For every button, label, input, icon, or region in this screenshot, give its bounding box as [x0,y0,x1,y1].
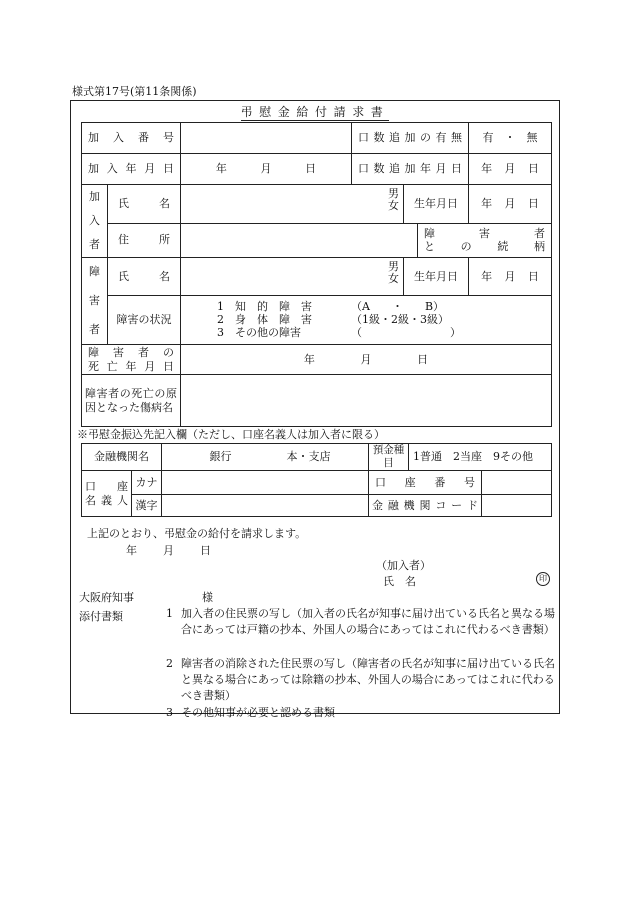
form-title: 弔慰金給付請求書 [240,105,390,119]
condition-option-2[interactable]: 2 身 体 障 害 （1級・2級・3級） [217,312,449,326]
kana-label: カナ [132,471,162,495]
member-group-label: 加 入 者 [82,185,108,258]
member-name-field[interactable] [181,185,404,224]
form-number: 様式第17号(第11条関係) [72,85,197,98]
cause-label: 障害者の死亡の原因となった傷病名 [82,375,181,427]
main-table [81,122,552,427]
condition-option-3[interactable]: 3 その他の障害 （ ） [217,325,461,339]
cause-field[interactable] [181,375,552,427]
form-frame [70,100,560,719]
account-type-choice[interactable]: 1普通 2当座 9その他 [409,444,552,471]
member-no-field[interactable] [181,123,352,154]
holder-label: 口座 名義人 [82,471,132,517]
attachment-item: 2 障害者の消除された住民票の写し（障害者の氏名が知事に届け出ている氏名と異なる場合にあっては除籍の抄本、外国人の場合にあってはこれに代わるべき書類） [166,657,555,702]
applicant-name-label: 氏 名 [383,575,416,588]
disabled-name-label: 氏名 [108,258,181,296]
disabled-sex-choice[interactable]: 男 女 [388,260,399,286]
condition-option-1[interactable]: 1 知 的 障 害 （A ・ B） [217,299,445,313]
extra-units-label: 口数追加の有無 [352,123,469,154]
seal-mark: 印 [536,572,550,586]
condition-options[interactable] [181,296,552,345]
bank-code-label: 金融機関コード [369,495,482,517]
account-no-label: 口座番号 [369,471,482,495]
kanji-label: 漢字 [132,495,162,517]
member-birth-field[interactable]: 年 月 日 [469,185,552,224]
join-date-field[interactable]: 年 月 日 [181,154,352,185]
attachment-item: 1 加入者の住民票の写し（加入者の氏名が知事に届け出ている氏名と異なる場合にあっては戸籍の抄本、外国人の場合にあってはこれに代わるべき書類） [166,607,555,636]
attachment-item: 3 その他知事が必要と認める書類 [166,706,335,719]
request-date[interactable]: 年 月 日 [126,544,211,557]
disabled-birth-field[interactable]: 年 月 日 [469,258,552,296]
bank-table [81,443,552,517]
member-name-label: 氏名 [108,185,181,224]
account-type-label: 預金種目 [369,444,409,471]
kanji-field[interactable] [162,495,369,517]
disabled-name-field[interactable] [181,258,404,296]
bank-name-field[interactable]: 銀行 本・支店 [162,444,369,471]
relation-label: 障害者 との続柄 [418,223,552,257]
disabled-group-label: 障 害 者 [82,258,108,345]
join-date-label: 加入年月日 [82,154,181,185]
attachments-label: 添付書類 [79,610,123,623]
member-address-field[interactable] [181,223,418,257]
extra-date-label: 口数追加年月日 [352,154,469,185]
kana-field[interactable] [162,471,369,495]
extra-date-field[interactable]: 年 月 日 [469,154,552,185]
death-date-field[interactable]: 年 月 日 [181,345,552,375]
member-no-label: 加入番号 [82,123,181,154]
member-sex-choice[interactable]: 男 女 [388,187,399,213]
yes-no-choice[interactable]: 有 ・ 無 [469,123,552,154]
condition-label: 障害の状況 [108,296,181,345]
death-date-label: 障害者の 死亡年月日 [82,345,181,375]
member-birth-label: 生年月日 [404,185,469,224]
member-address-label: 住所 [108,223,181,257]
applicant-label: （加入者） [376,559,431,572]
bank-name-label: 金融機関名 [82,444,162,471]
transfer-note: ※弔慰金振込先記入欄（ただし、口座名義人は加入者に限る） [77,428,385,441]
addressee: 大阪府知事 [79,591,134,604]
bank-code-field[interactable] [482,495,552,517]
declaration: 上記のとおり、弔慰金の給付を請求します。 [87,527,307,540]
account-no-field[interactable] [482,471,552,495]
honorific: 様 [202,591,213,604]
disabled-birth-label: 生年月日 [404,258,469,296]
